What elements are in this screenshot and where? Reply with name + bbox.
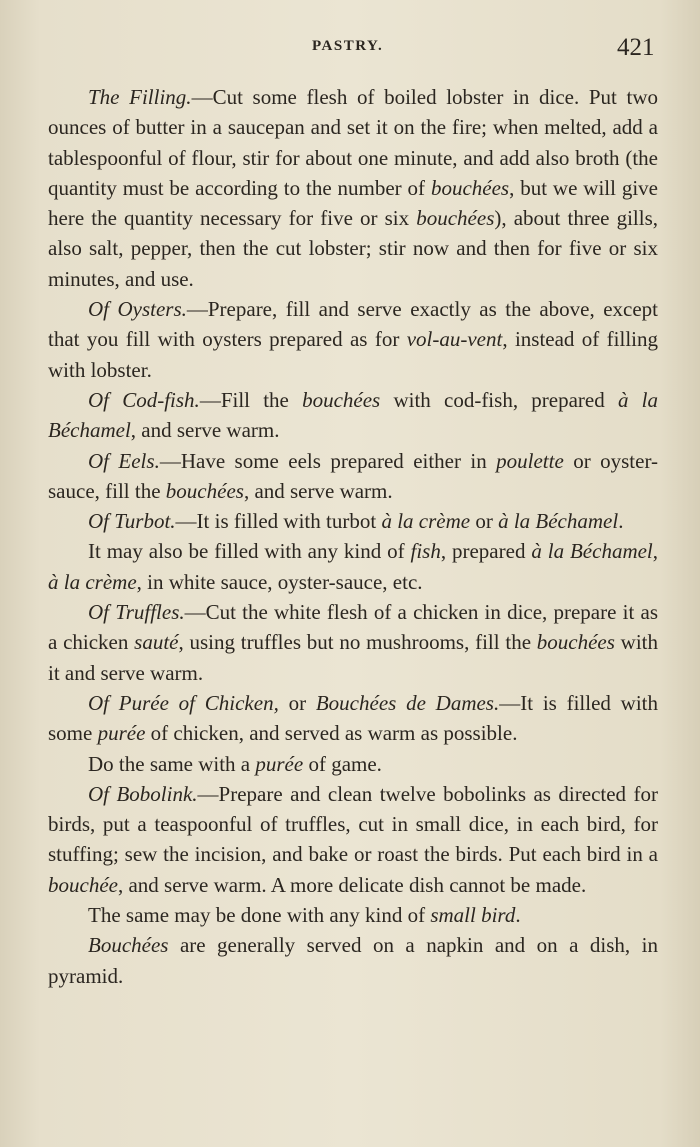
- paragraph-text: , but we will give here the quantity necessary for five or six: [48, 175, 658, 231]
- paragraph-text: with cod-fish, prepared: [380, 387, 618, 412]
- paragraph-serving: [48, 930, 658, 991]
- paragraph-text: , and serve warm.: [130, 418, 280, 443]
- paragraph-filling: [48, 82, 658, 294]
- paragraph-truffles: [48, 597, 658, 688]
- paragraph-puree-chicken: [48, 688, 658, 749]
- italic-term: à la Béchamel: [531, 539, 653, 564]
- paragraph-text: —Prepare, fill and serve exactly as the above, except that you fill with oysters prepared as for: [48, 297, 658, 352]
- paragraph-text: .: [618, 509, 624, 534]
- paragraph-text: , and serve warm. A more delicate dish cannot be made.: [117, 872, 587, 897]
- paragraph-text: are generally served on a napkin and on a dish, in pyramid.: [48, 933, 658, 988]
- paragraph-text: —Cut the white flesh of a chicken in dice, prepare it as a chicken: [48, 600, 658, 655]
- paragraph-eels: [48, 446, 658, 507]
- paragraph-lead: Of Oysters.: [88, 297, 187, 322]
- paragraph-text: —It is filled with some: [48, 690, 659, 746]
- paragraph-text: with it and serve warm.: [48, 630, 658, 685]
- paragraph-lead: Bouchées: [88, 933, 169, 958]
- paragraph-any-fish: [48, 536, 658, 597]
- paragraph-lead: The Filling.: [88, 85, 192, 109]
- italic-term: bouchées: [536, 630, 615, 655]
- paragraph-small-bird: [48, 900, 658, 930]
- paragraph-text: or oyster-sauce, fill the: [48, 448, 659, 503]
- paragraph-text: , instead of filling with lobster.: [48, 327, 658, 382]
- paragraph-text: of game.: [303, 751, 382, 776]
- italic-term: fish: [410, 539, 441, 564]
- paragraph-text: , using truffles but no mushrooms, fill the: [178, 630, 537, 655]
- paragraph-bobolink: [48, 779, 658, 900]
- italic-term: bouchées: [165, 478, 244, 503]
- italic-term: small bird: [430, 903, 516, 928]
- italic-term: à la crème: [48, 569, 137, 594]
- running-head: [0, 34, 700, 66]
- italic-term: à la crème: [381, 509, 471, 534]
- paragraph-lead: Of Truffles.: [88, 600, 185, 625]
- italic-term: sauté: [134, 630, 179, 655]
- paragraph-text: of chicken, and served as warm as possible.: [145, 721, 518, 746]
- paragraph-lead: Of Turbot.: [88, 509, 176, 534]
- paragraph-text: , and serve warm.: [243, 478, 393, 503]
- paragraph-turbot: [48, 506, 658, 536]
- paragraph-text: —Have some eels prepared either in: [159, 448, 497, 473]
- paragraph-text: , prepared: [440, 539, 532, 564]
- italic-term: purée: [255, 751, 304, 776]
- page-number: 421: [617, 34, 655, 61]
- paragraph-lead: Of Eels.: [88, 448, 160, 473]
- italic-term: poulette: [496, 448, 564, 473]
- paragraph-lead: Of Purée of Chicken,: [88, 690, 279, 715]
- paragraph-text: —It is filled with turbot: [175, 509, 382, 534]
- paragraph-text: .: [515, 903, 521, 928]
- running-title: PASTRY.: [312, 38, 384, 54]
- paragraph-text: —Cut some flesh of boiled lobster in dice. Put two ounces of butter in a saucepan and set it on the fire; when melted, add a tablespoonful of flour, stir for about one minute, and add also broth (the quantity must be according to the number of: [48, 85, 659, 200]
- paragraph-lead: Of Cod-fish.: [88, 387, 200, 412]
- italic-term: bouchée: [48, 872, 118, 897]
- body-text: [48, 82, 658, 991]
- paragraph-text: or: [278, 690, 316, 715]
- paragraph-text: ), about three gills, also salt, pepper, then the cut lobster; stir now and then for five or six minutes, and use.: [48, 206, 658, 291]
- italic-term: Bouchées de Dames.: [315, 690, 500, 715]
- italic-term: à la Béchamel: [48, 387, 659, 443]
- paragraph-text: It may also be filled with any kind of: [88, 539, 411, 564]
- italic-term: purée: [97, 721, 146, 746]
- paragraph-text: ,: [652, 539, 659, 564]
- paragraph-lead: Of Bobolink.: [88, 781, 198, 806]
- paragraph-text: or: [470, 509, 499, 534]
- italic-term: bouchées: [430, 175, 510, 200]
- paragraph-text: The same may be done with any kind of: [88, 903, 431, 928]
- paragraph-text: —Prepare and clean twelve bobolinks as directed for birds, put a teaspoonful of truffles, cut in small dice, in each bird, for stuffing; sew the incision, and bake or roast the birds. Put each bird in a: [48, 781, 658, 867]
- italic-term: vol-au-vent: [406, 327, 503, 352]
- paragraph-text: Do the same with a: [88, 751, 256, 776]
- italic-term: à la Béchamel: [498, 509, 619, 534]
- italic-term: bouchées: [416, 206, 495, 231]
- italic-term: bouchées: [302, 387, 381, 412]
- paragraph-text: —Fill the: [199, 387, 303, 412]
- paragraph-cod-fish: [48, 385, 658, 446]
- paragraph-oysters: [48, 294, 658, 385]
- paragraph-game: [48, 749, 658, 779]
- paragraph-text: , in white sauce, oyster-sauce, etc.: [136, 569, 423, 594]
